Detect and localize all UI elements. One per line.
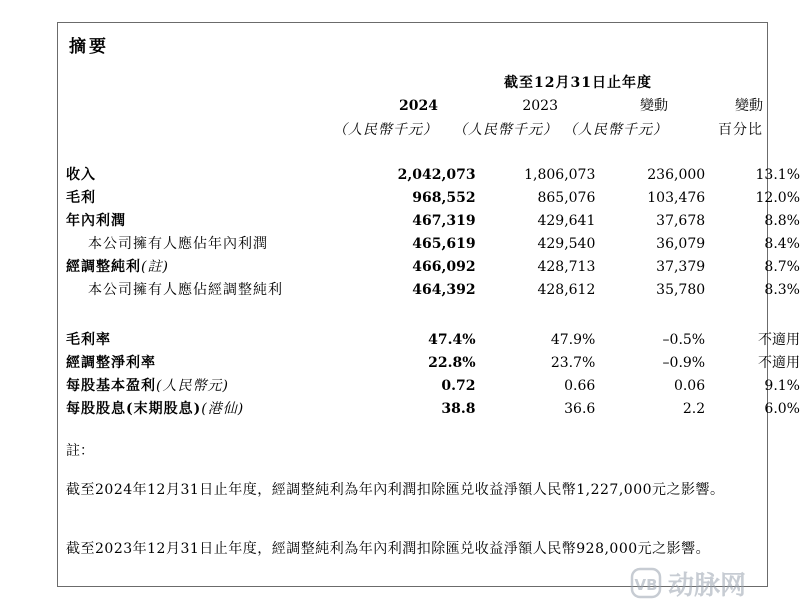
row-note: (註): [141, 259, 169, 275]
col2-unit: （人民幣千元）: [453, 122, 558, 138]
cell-2023: 1,806,073: [524, 167, 596, 183]
cell-change: 2.2: [682, 401, 706, 417]
note-2023: 截至2023年12月31日止年度，經調整純利為年內利潤扣除匯兑收益淨額人民幣928,000元之影響。: [66, 541, 711, 557]
table-row: [66, 210, 800, 233]
col2-year: 2023: [522, 98, 558, 114]
cell-change-pct: 8.7%: [764, 259, 800, 275]
col4-unit: 百分比: [718, 122, 763, 138]
col4-label: 變動: [735, 98, 763, 114]
row-label: 毛利: [66, 190, 96, 206]
cell-change: 0.06: [673, 378, 706, 394]
cell-change-pct: 8.8%: [764, 213, 800, 229]
cell-change-pct: 8.4%: [764, 236, 800, 252]
row-note: (港仙): [201, 401, 245, 417]
col1-year: 2024: [399, 98, 438, 114]
cell-2023: 428,612: [537, 282, 596, 298]
svg-text:VB: VB: [634, 576, 658, 594]
cell-change: 37,379: [656, 259, 706, 275]
cell-2023: 429,540: [537, 236, 596, 252]
col1-unit: （人民幣千元）: [333, 122, 438, 138]
cell-change: –0.5%: [662, 332, 706, 348]
summary-table-main: [66, 164, 800, 302]
cell-2023: 36.6: [564, 401, 596, 417]
row-note: (人民幣元): [156, 378, 229, 394]
cell-change-pct: 不適用: [758, 355, 800, 371]
row-label: 本公司擁有人應佔經調整純利: [88, 282, 283, 298]
col3-unit: （人民幣千元）: [563, 122, 668, 138]
cell-2024: 2,042,073: [397, 167, 476, 183]
cell-change-pct: 6.0%: [764, 401, 800, 417]
table-row: [66, 375, 800, 398]
row-label: 經調整純利(註): [66, 259, 169, 275]
cell-2024: 466,092: [412, 259, 476, 275]
cell-2024: 968,552: [412, 190, 476, 206]
note-2024: 截至2024年12月31日止年度，經調整純利為年內利潤扣除匯兑收益淨額人民幣1,227,000元之影響。: [66, 482, 725, 498]
cell-change: 35,780: [656, 282, 706, 298]
table-row: [66, 164, 800, 187]
row-label: 經調整淨利率: [66, 355, 156, 371]
period-header: 截至12月31日止年度: [504, 75, 652, 91]
cell-2024: 38.8: [441, 401, 476, 417]
cell-2024: 464,392: [412, 282, 476, 298]
row-label: 年內利潤: [66, 213, 126, 229]
cell-2023: 0.66: [564, 378, 596, 394]
table-row: [66, 256, 800, 279]
table-row: [66, 329, 800, 352]
svg-text:动脉网: 动脉网: [668, 571, 747, 601]
summary-table-ratios: [66, 329, 800, 421]
table-row: [66, 279, 800, 302]
table-row: [66, 352, 800, 375]
cell-change: 103,476: [647, 190, 706, 206]
cell-2024: 22.8%: [428, 355, 476, 371]
cell-2024: 0.72: [441, 378, 476, 394]
table-row: [66, 398, 800, 421]
col3-label: 變動: [640, 98, 668, 114]
cell-change: 36,079: [656, 236, 706, 252]
cell-2024: 467,319: [412, 213, 476, 229]
table-row: [66, 187, 800, 210]
cell-change: 236,000: [647, 167, 706, 183]
cell-2023: 23.7%: [550, 355, 596, 371]
table-row: [66, 233, 800, 256]
cell-change-pct: 13.1%: [755, 167, 800, 183]
cell-change-pct: 8.3%: [764, 282, 800, 298]
cell-change-pct: 不適用: [758, 332, 800, 348]
cell-2023: 428,713: [537, 259, 596, 275]
cell-change: –0.9%: [662, 355, 706, 371]
notes-heading: 註：: [66, 443, 94, 459]
cell-change-pct: 12.0%: [755, 190, 800, 206]
row-label: 收入: [66, 167, 96, 183]
row-label: 每股基本盈利(人民幣元): [66, 378, 229, 394]
watermark-logo: [628, 563, 793, 603]
cell-2023: 429,641: [537, 213, 596, 229]
cell-2024: 47.4%: [428, 332, 476, 348]
cell-2024: 465,619: [412, 236, 476, 252]
section-title: 摘要: [69, 37, 109, 57]
cell-2023: 865,076: [537, 190, 596, 206]
row-label: 本公司擁有人應佔年內利潤: [88, 236, 268, 252]
row-label: 每股股息(末期股息)(港仙): [66, 401, 245, 417]
cell-2023: 47.9%: [550, 332, 596, 348]
cell-change: 37,678: [656, 213, 706, 229]
row-label: 毛利率: [66, 332, 111, 348]
cell-change-pct: 9.1%: [764, 378, 800, 394]
